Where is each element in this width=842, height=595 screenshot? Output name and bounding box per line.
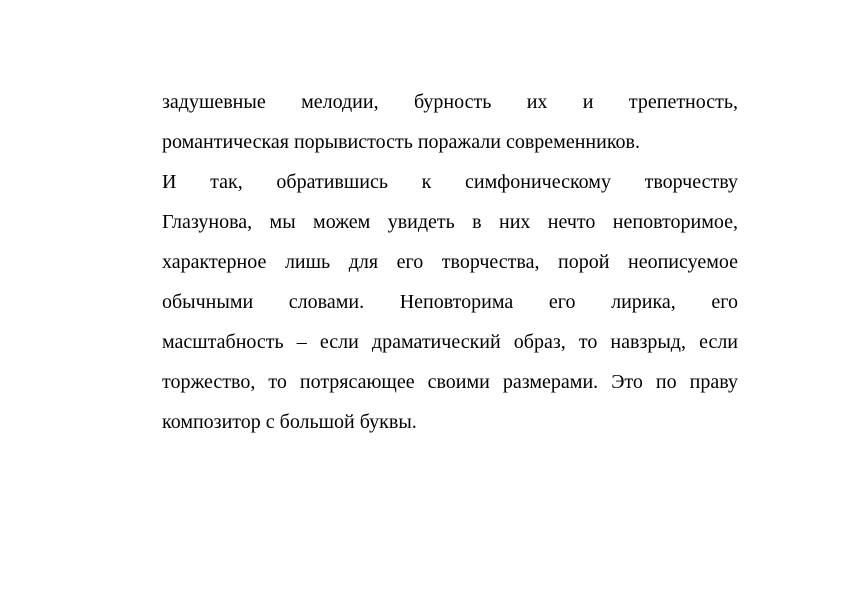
text-line: задушевные мелодии, бурность их и трепетность,	[162, 91, 738, 113]
text-line: масштабность – если драматический образ, то навзрыд, если	[162, 331, 738, 353]
text-line: торжество, то потрясающее своими размерами. Это по праву	[162, 371, 738, 393]
body-text	[162, 84, 738, 444]
text-line: И так, обратившись к симфоническому творчеству	[162, 171, 738, 193]
text-line: характерное лишь для его творчества, порой неописуемое	[162, 251, 738, 273]
text-line: Глазунова, мы можем увидеть в них нечто неповторимое,	[162, 211, 738, 233]
text-line: композитор с большой буквы.	[162, 411, 417, 433]
text-line: обычными словами. Неповторима его лирика, его	[162, 291, 738, 313]
text-line: романтическая порывистость поражали современников.	[162, 131, 640, 153]
